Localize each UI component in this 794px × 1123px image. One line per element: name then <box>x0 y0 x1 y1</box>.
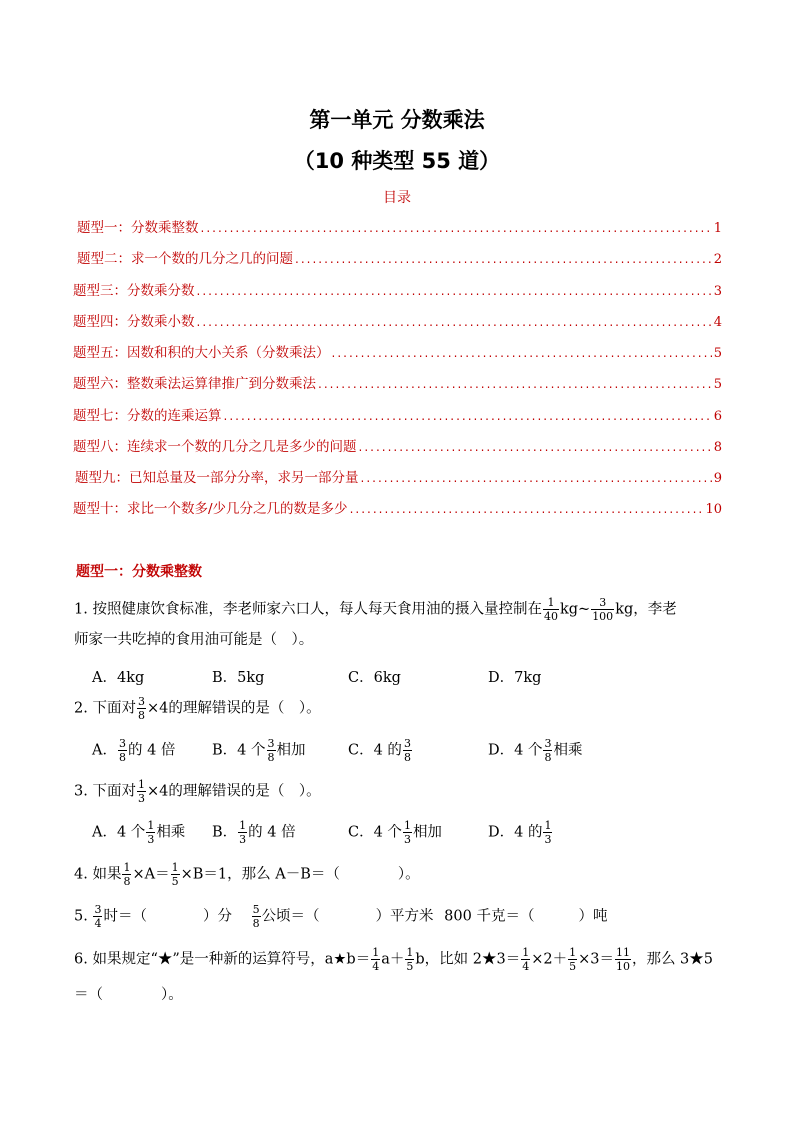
toc-item-label: 题型四：分数乘小数 <box>73 314 195 330</box>
toc-leader-dots <box>332 346 712 360</box>
toc-leader-dots <box>359 440 712 454</box>
toc-item[interactable] <box>73 279 722 299</box>
option-a[interactable]: A． $\frac{3}{8}$ 的 4 倍 <box>92 737 176 764</box>
question-1-line2: 师家一共吃掉的食用油可能是（ ）。 <box>74 632 314 648</box>
toc-item-page: 5 <box>713 346 722 361</box>
question-5: 5. $\frac{3}{4}$ 时＝（ ）分 $\frac{5}{8}$ 公顷＝（ ）平方米 800 千克＝（ ）吨 <box>74 903 608 930</box>
toc-item-label: 题型十：求比一个数多/少几分之几的数是多少 <box>73 501 348 517</box>
toc-item-page: 2 <box>713 252 722 267</box>
option-d[interactable]: D．7kg <box>488 670 542 686</box>
toc-item-page: 9 <box>713 471 722 486</box>
toc-leader-dots <box>224 409 712 423</box>
question-6-line2: ＝（ ）。 <box>74 987 183 1003</box>
toc-item-label: 题型五：因数和积的大小关系（分数乘法） <box>73 345 330 361</box>
page-title: 第一单元 分数乘法 <box>309 108 485 132</box>
toc-item[interactable] <box>73 404 722 424</box>
toc-leader-dots <box>318 377 712 391</box>
option-a[interactable]: A．4 个 $\frac{1}{3}$ 相乘 <box>92 819 186 846</box>
toc-item-page: 8 <box>713 440 722 455</box>
question-4: 4. 如果 $\frac{1}{8}$ ×A＝ $\frac{1}{5}$ ×B＝1，那么 A－B＝（ ）。 <box>74 861 420 888</box>
option-c[interactable]: C．6kg <box>348 670 401 686</box>
toc-item[interactable] <box>73 435 722 455</box>
toc-item[interactable] <box>73 497 722 517</box>
toc-leader-dots <box>350 502 704 516</box>
toc-item-label: 题型一：分数乘整数 <box>77 220 199 236</box>
toc-leader-dots <box>197 315 712 329</box>
fraction: $\frac{1}{40}$ <box>543 596 558 623</box>
fraction: $\frac{1}{3}$ <box>137 778 145 805</box>
toc-item-page: 1 <box>713 221 722 236</box>
toc-item-label: 题型三：分数乘分数 <box>73 283 195 299</box>
toc-item-page: 3 <box>713 284 722 299</box>
toc-item-label: 题型二：求一个数的几分之几的问题 <box>77 251 293 267</box>
toc-item-label: 题型七：分数的连乘运算 <box>73 408 222 424</box>
question-6: 6. 如果规定“★”是一种新的运算符号，a★b＝ $\frac{1}{4}$ a＋ $\frac{1}{5}$ b，比如 2★3＝ $\frac{1}{4}$ ×2＋ $\frac{1}{5}$ ×3＝ $\frac{11}{10}$ ，那么 3★5 <box>74 946 714 973</box>
toc-item[interactable] <box>73 372 722 392</box>
fraction: $\frac{3}{100}$ <box>592 596 614 623</box>
toc-leader-dots <box>295 252 712 266</box>
question-1: 1. 按照健康饮食标准，李老师家六口人，每人每天食用油的摄入量控制在 $\frac{1}{40}$ kg~ $\frac{3}{100}$ kg，李老 <box>74 596 677 623</box>
option-d[interactable]: D．4 的 $\frac{1}{3}$ <box>488 819 552 846</box>
toc-item-page: 6 <box>713 409 722 424</box>
option-a[interactable]: A．4kg <box>92 670 145 686</box>
section-heading: 题型一：分数乘整数 <box>76 564 202 580</box>
question-2: 2. 下面对 $\frac{3}{8}$ ×4的理解错误的是（ ）。 <box>74 695 321 722</box>
toc-leader-dots <box>201 221 712 235</box>
toc-item[interactable] <box>75 466 722 486</box>
option-c[interactable]: C．4 的 $\frac{3}{8}$ <box>348 737 411 764</box>
toc-item[interactable] <box>73 341 722 361</box>
toc-item-page: 5 <box>713 377 722 392</box>
toc-item-label: 题型六：整数乘法运算律推广到分数乘法 <box>73 376 316 392</box>
toc-leader-dots <box>361 471 712 485</box>
toc-item-label: 题型八：连续求一个数的几分之几是多少的问题 <box>73 439 357 455</box>
option-d[interactable]: D．4 个 $\frac{3}{8}$ 相乘 <box>488 737 583 764</box>
option-b[interactable]: B．4 个 $\frac{3}{8}$ 相加 <box>212 737 306 764</box>
toc-item[interactable] <box>77 216 722 236</box>
toc-item-page: 4 <box>713 315 722 330</box>
toc-item[interactable] <box>73 310 722 330</box>
option-b[interactable]: B． $\frac{1}{3}$ 的 4 倍 <box>212 819 296 846</box>
toc-heading: 目录 <box>383 190 411 206</box>
toc-item-page: 10 <box>705 502 722 517</box>
option-c[interactable]: C．4 个 $\frac{1}{3}$ 相加 <box>348 819 442 846</box>
fraction: $\frac{3}{8}$ <box>137 695 145 722</box>
toc-item[interactable] <box>77 247 722 267</box>
toc-item-label: 题型九：已知总量及一部分分率，求另一部分量 <box>75 470 359 486</box>
page-subtitle: （10 种类型 55 道） <box>293 149 501 173</box>
question-3: 3. 下面对 $\frac{1}{3}$ ×4的理解错误的是（ ）。 <box>74 778 321 805</box>
toc-leader-dots <box>197 284 712 298</box>
option-b[interactable]: B．5kg <box>212 670 265 686</box>
